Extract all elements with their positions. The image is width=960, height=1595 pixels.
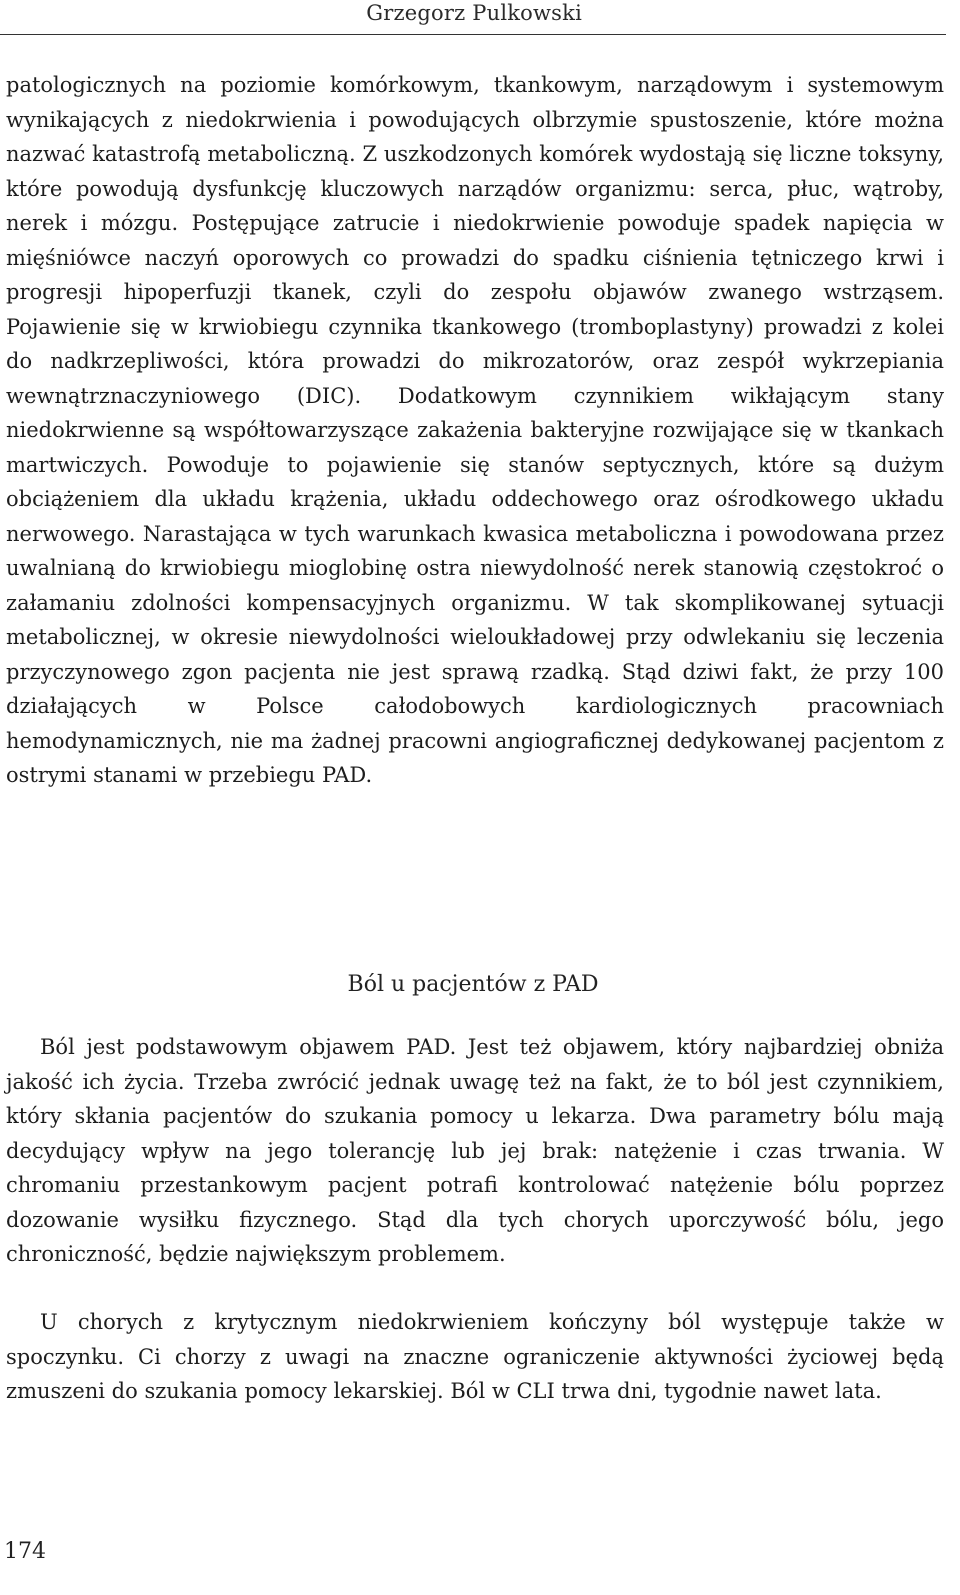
body-paragraph-2: Ból jest podstawowym objawem PAD. Jest też objawem, który najbardziej obniża jakość ich życia. Trzeba zwrócić jednak uwagę też na fakt, że to ból jest czynnikiem, który skłania pacjentów do szukania pomocy u lekarza. Dwa parametry bólu mają decydujący wpływ na jego tolerancję lub jej brak: natężenie i czas trwania. W chromaniu przestankowym pacjent potrafi kontrolować natężenie bólu poprzez dozowanie wysiłku fizycznego. Stąd dla tych chorych uporczywość bólu, jego chroniczność, będzie największym problemem. [6,1035,944,1266]
body-paragraph-3: U chorych z krytycznym niedokrwieniem kończyny ból występuje także w spoczynku. Ci chorzy z uwagi na znaczne ograniczenie aktywności życiowej będą zmuszeni do szukania pomocy lekarskiej. Ból w CLI trwa dni, tygodnie nawet lata. [6,1310,944,1403]
body-paragraph-1: patologicznych na poziomie komórkowym, tkankowym, narządowym i systemowym wynikających z niedokrwienia i powodujących olbrzymie spustoszenie, które można nazwać katastrofą metaboliczną. Z uszkodzonych komórek wydostają się liczne toksyny, które powodują dysfunkcję kluczowych narządów organizmu: serca, płuc, wątroby, nerek i mózgu. Postępujące zatrucie i niedokrwienie powoduje spadek napięcia w mięśniówce naczyń oporowych co prowadzi do spadku ciśnienia tętniczego krwi i progresji hipoperfuzji tkanek, czyli do zespołu objawów zwanego wstrząsem. Pojawienie się w krwiobiegu czynnika tkankowego (tromboplastyny) prowadzi z kolei do nadkrzepliwości, która prowadzi do mikrozatorów, oraz zespół wykrzepiania wewnątrznaczyniowego (DIC). Dodatkowym czynnikiem wikłającym stany niedokrwienne są współtowarzyszące zakażenia bakteryjne rozwijające się w tkankach martwiczych. Powoduje to pojawienie się stanów septycznych, które są dużym obciążeniem dla układu krążenia, układu oddechowego oraz ośrodkowego układu nerwowego. Narastająca w tych warunkach kwasica metaboliczna i powodowana przez uwalnianą do krwiobiegu mioglobinę ostra niewydolność nerek stanowią częstokroć o załamaniu zdolności kompensacyjnych organizmu. W tak skomplikowanej sytuacji metabolicznej, w okresie niewydolności wieloukładowej przy odwlekaniu się leczenia przyczynowego zgon pacjenta nie jest sprawą rzadką. Stąd dziwi fakt, że przy 100 działających w Polsce całodobowych kardiologicznych pracowniach hemodynamicznych, nie ma żadnej pracowni angiograficznej dedykowanej pacjentom z ostrymi stanami w przebiegu PAD. [6,73,944,787]
section-heading: Ból u pacjentów z PAD [347,972,599,997]
page-number: 174 [4,1539,46,1564]
header-rule [0,34,946,35]
running-head-author: Grzegorz Pulkowski [366,1,582,25]
